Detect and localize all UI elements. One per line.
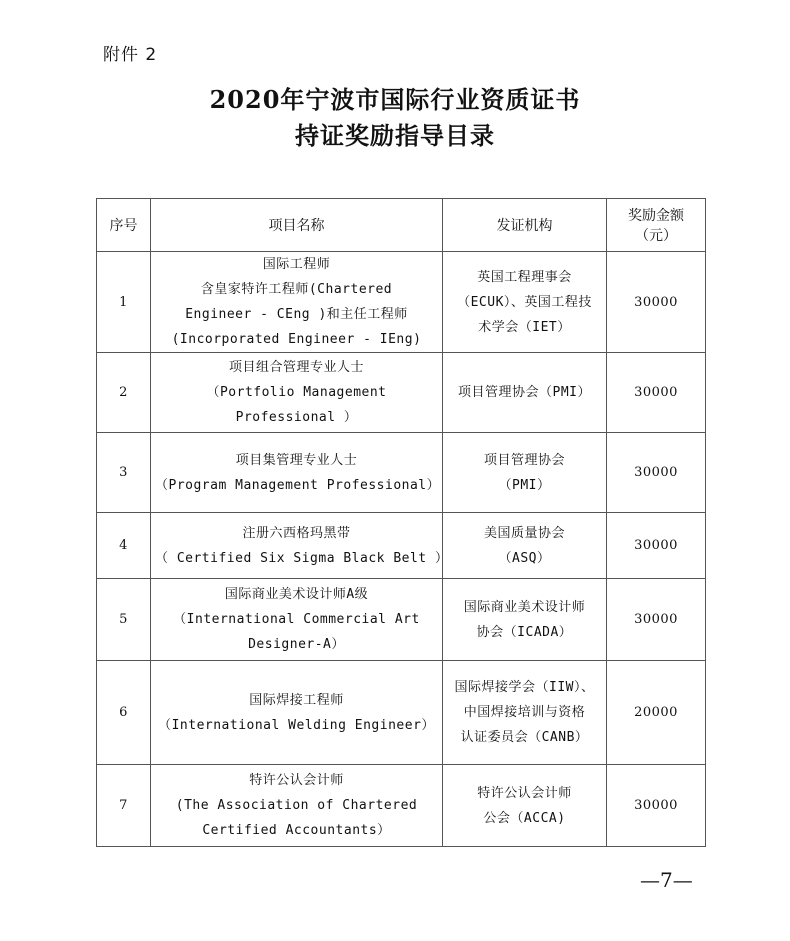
row-issuer: [443, 579, 607, 661]
document-title-line-1: 2020年宁波市国际行业资质证书: [209, 85, 581, 114]
issuer-line: 英国工程理事会: [477, 269, 572, 285]
row-project-name: [151, 433, 443, 513]
project-name-line: （International Commercial Art: [173, 612, 420, 627]
table-header-row: [97, 199, 706, 252]
project-name-line: Professional ）: [235, 410, 358, 425]
issuer-line: 项目管理协会: [483, 452, 565, 468]
table-row: [97, 353, 706, 433]
row-reward-amount: 30000: [607, 252, 706, 353]
row-issuer: [443, 513, 607, 579]
project-name-line: 特许公认会计师: [249, 773, 344, 788]
project-name-line: 项目组合管理专业人士: [228, 360, 364, 375]
row-project-name: [151, 513, 449, 579]
issuer-line: 国际商业美术设计师: [463, 599, 586, 615]
row-reward-amount: 30000: [607, 353, 706, 433]
row-issuer: [443, 433, 607, 513]
row-issuer: [443, 252, 607, 353]
issuer-line: 中国焊接培训与资格: [463, 705, 586, 720]
issuer-line: 项目管理协会（PMI）: [458, 385, 591, 400]
row-issuer: [443, 353, 607, 433]
project-name-line: （International Welding Engineer）: [158, 717, 435, 733]
document-title-line-2: 持证奖励指导目录: [295, 121, 495, 150]
issuer-line: （ECUK）、英国工程技: [457, 294, 592, 310]
row-reward-amount: 30000: [607, 513, 706, 579]
issuer-line: 协会（ICADA）: [476, 624, 573, 640]
issuer-line: 特许公认会计师: [477, 785, 572, 801]
project-name-line: 注册六西格玛黑带: [242, 525, 351, 541]
issuer-line: （PMI）: [498, 477, 551, 493]
project-name-line: Certified Accountants）: [202, 823, 391, 838]
row-index: 4: [97, 513, 151, 579]
issuer-line: 认证委员会（CANB）: [460, 730, 589, 745]
project-name-line: (Incorporated Engineer - IEng): [171, 332, 422, 347]
project-name-line: （Portfolio Management: [206, 385, 387, 400]
project-name-line: Designer-A）: [248, 637, 345, 652]
row-index: 6: [97, 661, 151, 765]
row-index: 2: [97, 353, 151, 433]
header-issuer: 发证机构: [443, 199, 607, 252]
project-name-line: 国际焊接工程师: [249, 692, 344, 708]
issuer-line: 国际焊接学会（IIW）、: [454, 680, 595, 695]
table-row: [97, 661, 706, 765]
row-project-name: [151, 252, 443, 353]
project-name-line: （ Certified Six Sigma Black Belt ）: [155, 550, 449, 566]
row-issuer: [443, 765, 607, 847]
row-reward-amount: 30000: [607, 765, 706, 847]
reward-catalog-table: [96, 198, 706, 847]
attachment-label: 附件 2: [103, 45, 158, 65]
project-name-line: （Program Management Professional）: [155, 477, 441, 493]
header-index: 序号: [97, 199, 151, 252]
table-row: [97, 252, 706, 353]
issuer-line: 美国质量协会: [483, 525, 565, 541]
row-reward-amount: 30000: [607, 433, 706, 513]
row-index: 1: [97, 252, 151, 353]
header-amount-unit: （元）: [635, 228, 677, 244]
row-index: 7: [97, 765, 151, 847]
issuer-line: 术学会（IET）: [478, 319, 571, 335]
table-row: [97, 433, 706, 513]
header-amount: [607, 199, 706, 252]
page-number: —7—: [640, 868, 693, 892]
row-issuer: [443, 661, 607, 765]
table-row: [97, 765, 706, 847]
issuer-line: 公会（ACCA): [483, 810, 566, 826]
table-row: [97, 579, 706, 661]
project-name-line: 国际工程师: [262, 257, 331, 272]
row-index: 5: [97, 579, 151, 661]
row-project-name: [151, 353, 443, 433]
table-row: [97, 513, 706, 579]
issuer-line: （ASQ）: [498, 550, 551, 566]
header-name: 项目名称: [151, 199, 443, 252]
project-name-line: Engineer - CEng )和主任工程师: [185, 307, 408, 322]
row-project-name: [151, 579, 443, 661]
project-name-line: 含皇家特许工程师(Chartered: [200, 282, 393, 297]
row-project-name: [151, 765, 443, 847]
row-reward-amount: 30000: [607, 579, 706, 661]
row-index: 3: [97, 433, 151, 513]
project-name-line: (The Association of Chartered: [175, 798, 418, 813]
header-amount-label: 奖励金额: [628, 208, 684, 224]
row-project-name: [151, 661, 443, 765]
project-name-line: 项目集管理专业人士: [235, 452, 358, 468]
row-reward-amount: 20000: [607, 661, 706, 765]
project-name-line: 国际商业美术设计师A级: [224, 587, 369, 602]
